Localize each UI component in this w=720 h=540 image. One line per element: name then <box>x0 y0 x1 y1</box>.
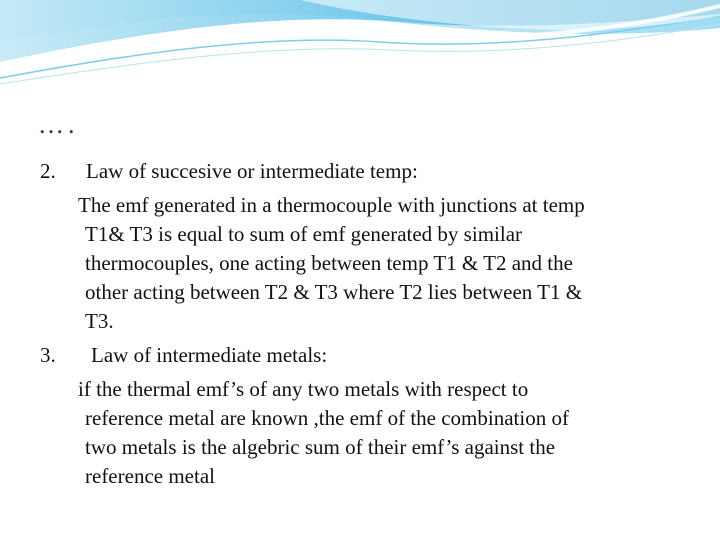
paragraph-line: reference metal are known ,the emf of the combination of <box>85 406 569 430</box>
paragraph-line: T1& T3 is equal to sum of emf generated by similar <box>85 222 523 246</box>
list-heading: Law of intermediate metals: <box>91 343 328 367</box>
list-number: 3. <box>40 343 56 367</box>
paragraph-line: two metals is the algebric sum of their emf’s against the <box>85 435 556 459</box>
paragraph-line: thermocouples, one acting between temp T1 & T2 and the <box>85 251 573 275</box>
paragraph-line: reference metal <box>85 464 215 488</box>
slide-title: …. <box>38 110 79 139</box>
paragraph-line: other acting between T2 & T3 where T2 lies between T1 & <box>85 280 583 304</box>
list-number: 2. <box>40 159 56 183</box>
wave-header-decoration <box>0 0 720 90</box>
paragraph-line: The emf generated in a thermocouple with junctions at temp <box>78 193 585 217</box>
paragraph-line: if the thermal emf’s of any two metals with respect to <box>78 377 529 401</box>
paragraph-line: T3. <box>85 309 114 333</box>
list-heading: Law of succesive or intermediate temp: <box>86 159 418 183</box>
